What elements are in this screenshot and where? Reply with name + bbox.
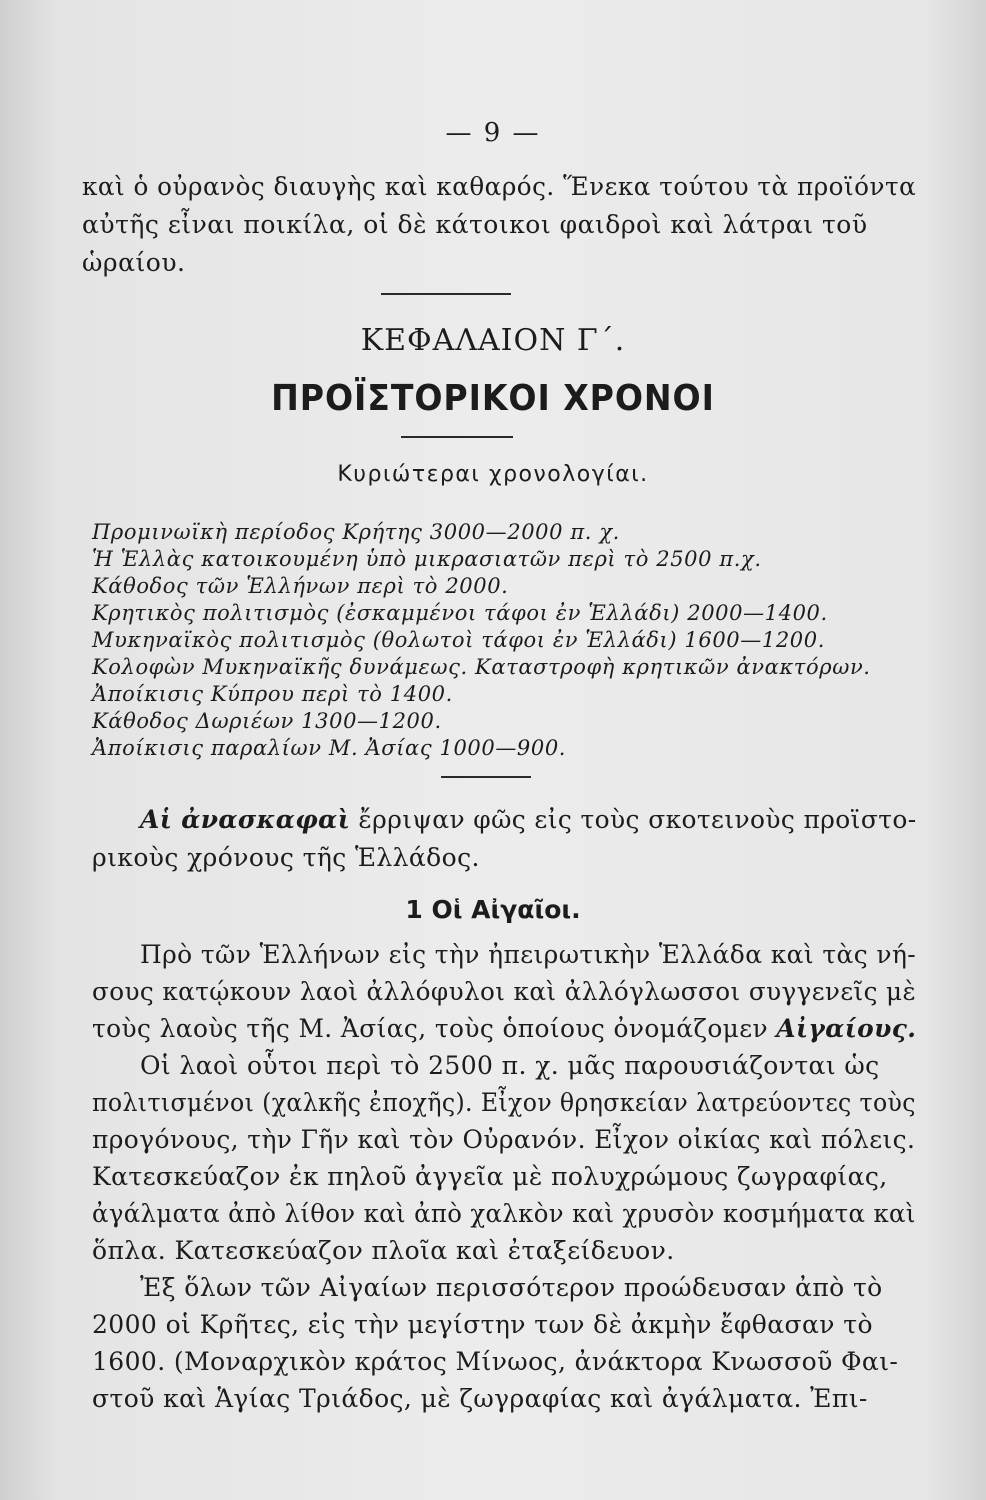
section-heading: 1 Οἱ Αἰγαῖοι. [405, 895, 581, 924]
divider-rule [401, 436, 513, 438]
paragraph-line: Κατεσκεύαζον ἐκ πηλοῦ ἀγγεῖα μὲ πολυχρώμους ζωγραφίας, [92, 1162, 888, 1191]
intro-line-2: αὐτῆς εἶναι ποικίλα, οἱ δὲ κάτοικοι φαιδροὶ καὶ λάτραι τοῦ [82, 210, 868, 239]
paragraph-line: στοῦ καὶ Ἁγίας Τριάδος, μὲ ζωγραφίας καὶ ἀγάλματα. Ἐπι- [92, 1384, 868, 1413]
paragraph-line: σους κατῴκουν λαοὶ ἀλλόφυλοι καὶ ἀλλόγλωσσοι συγγενεῖς μὲ [92, 977, 917, 1006]
paragraph-line: ὅπλα. Κατεσκεύαζον πλοῖα καὶ ἐταξείδευον. [92, 1236, 675, 1265]
paragraph-line: προγόνους, τὴν Γῆν καὶ τὸν Οὐρανόν. Εἶχον οἰκίας καὶ πόλεις. [92, 1125, 916, 1154]
chronology-item: Ἀποίκισις Κύπρου περὶ τὸ 1400. [92, 682, 453, 706]
paragraph-line: Οἱ λαοὶ οὗτοι περὶ τὸ 2500 π. χ. μᾶς παρουσιάζονται ὡς [140, 1051, 880, 1080]
lead-emphasis: Αἱ ἀνασκαφαὶ [140, 805, 351, 834]
chronology-item: Κρητικὸς πολιτισμὸς (ἐσκαμμένοι τάφοι ἐν Ἑλλάδι) 2000—1400. [92, 601, 828, 625]
chronology-item: Ἡ Ἑλλὰς κατοικουμένη ὑπὸ μικρασιατῶν περὶ τὸ 2500 π.χ. [92, 547, 762, 571]
lead-line-1 [140, 805, 917, 834]
intro-line-1: καὶ ὁ οὐρανὸς διαυγὴς καὶ καθαρός. Ἕνεκα τούτου τὰ προϊόντα [82, 172, 917, 201]
emphasis-aigaioi: Αἰγαίους. [776, 1014, 917, 1043]
divider-rule [381, 293, 511, 295]
paragraph-line: 2000 οἱ Κρῆτες, εἰς τὴν μεγίστην των δὲ ἀκμὴν ἔφθασαν τὸ [92, 1310, 873, 1339]
paragraph-line: Πρὸ τῶν Ἑλλήνων εἰς τὴν ἠπειρωτικὴν Ἑλλάδα καὶ τὰς νή- [140, 940, 917, 969]
chronology-item: Προμινωϊκὴ περίοδος Κρήτης 3000—2000 π. χ. [92, 520, 620, 544]
chronology-item: Ἀποίκισις παραλίων Μ. Ἀσίας 1000—900. [92, 736, 567, 760]
paragraph-line: ἀγάλματα ἀπὸ λίθον καὶ ἀπὸ χαλκὸν καὶ χρυσὸν κοσμήματα καὶ [92, 1199, 916, 1228]
chronology-heading: Κυριώτεραι χρονολογίαι. [337, 462, 649, 487]
page-number: — 9 — [445, 118, 541, 148]
divider-rule [441, 776, 531, 778]
page-title: ΠΡΟΪΣΤΟΡΙΚΟΙ ΧΡΟΝΟΙ [271, 378, 715, 419]
chronology-item: Κάθοδος τῶν Ἑλλήνων περὶ τὸ 2000. [92, 574, 509, 598]
chronology-item: Μυκηναϊκὸς πολιτισμὸς (θολωτοὶ τάφοι ἐν Ἑλλάδι) 1600—1200. [92, 628, 825, 652]
chronology-item: Κάθοδος Δωριέων 1300—1200. [92, 709, 442, 733]
chronology-item: Κολοφὼν Μυκηναϊκῆς δυνάμεως. Καταστροφὴ κρητικῶν ἀνακτόρων. [92, 655, 871, 679]
paragraph-line: Ἐξ ὅλων τῶν Αἰγαίων περισσότερον προώδευσαν ἀπὸ τὸ [140, 1273, 883, 1302]
chapter-heading: ΚΕΦΑΛΑΙΟΝ Γ΄. [360, 323, 626, 358]
paragraph-line: 1600. (Μοναρχικὸν κράτος Μίνωος, ἀνάκτορα Κνωσσοῦ Φαι- [92, 1347, 899, 1376]
lead-line-2: ρικοὺς χρόνους τῆς Ἑλλάδος. [92, 843, 480, 872]
intro-line-3: ὡραίου. [82, 248, 186, 277]
paragraph-line: πολιτισμένοι (χαλκῆς ἐποχῆς). Εἶχον θρησκείαν λατρεύοντες τοὺς [92, 1088, 916, 1117]
paragraph-line: τοὺς λαοὺς τῆς Μ. Ἀσίας, τοὺς ὁποίους ὀνομάζομεν Αἰγαίους. [92, 1014, 917, 1043]
lead-text: ἔρριψαν φῶς εἰς τοὺς σκοτεινοὺς προϊστο- [350, 805, 917, 834]
